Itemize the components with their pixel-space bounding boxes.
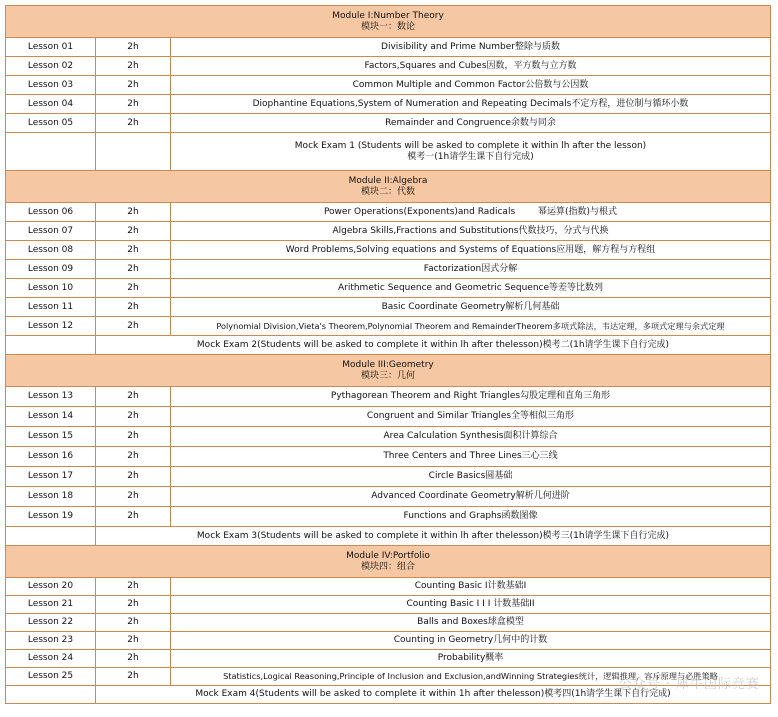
mock-exam-cell: Mock Exam 3(Students will be asked to complete it within lh after thelesson)模考三(1h请学生课下自行完成) (96, 527, 771, 546)
module-subtitle: 模块二：代数 (360, 186, 415, 197)
lesson-topic: Remainder and Congruence余数与同余 (171, 114, 771, 133)
table-row (6, 387, 771, 407)
watermark: 公众号 · 犀牛国际竞赛 (618, 677, 760, 692)
lesson-number: Lesson 21 (6, 596, 96, 614)
mock-exam-cell: Mock Exam 4(Students will be asked to complete it within 1h after thelesson)模考四(1h请学生课下自行完成) (96, 686, 771, 704)
lesson-hours: 2h (96, 203, 171, 222)
lesson-number: Lesson 22 (6, 614, 96, 632)
module-header-cell (6, 171, 771, 203)
lesson-number: Lesson 25 (6, 668, 96, 686)
lesson-hours: 2h (96, 298, 171, 317)
lesson-hours: 2h (96, 650, 171, 668)
lesson-topic: Probability概率 (171, 650, 771, 668)
empty-cell (6, 686, 96, 704)
lesson-hours: 2h (96, 317, 171, 336)
lesson-hours: 2h (96, 57, 171, 76)
lesson-hours: 2h (96, 222, 171, 241)
lesson-topic: Area Calculation Synthesis面积计算综合 (171, 427, 771, 447)
lesson-number: Lesson 11 (6, 298, 96, 317)
table-row (6, 632, 771, 650)
table-row (6, 222, 771, 241)
table-row (6, 76, 771, 95)
lesson-topic: Basic Coordinate Geometry解析几何基础 (171, 298, 771, 317)
lesson-topic: Pythagorean Theorem and Right Triangles勾股定理和直角三角形 (171, 387, 771, 407)
lesson-number: Lesson 08 (6, 241, 96, 260)
lesson-number: Lesson 16 (6, 447, 96, 467)
table-row (6, 507, 771, 527)
module-header (6, 546, 771, 578)
module-header-cell (6, 6, 771, 38)
table-row (6, 578, 771, 596)
lesson-hours: 2h (96, 632, 171, 650)
lesson-number: Lesson 01 (6, 38, 96, 57)
lesson-number: Lesson 03 (6, 76, 96, 95)
lesson-number: Lesson 12 (6, 317, 96, 336)
lesson-topic: Factors,Squares and Cubes因数，平方数与立方数 (171, 57, 771, 76)
lesson-topic: Advanced Coordinate Geometry解析几何进阶 (171, 487, 771, 507)
module-title: Module II:Algebra (348, 175, 428, 186)
mock-exam-text: Mock Exam 1 (Students will be asked to complete it within lh after the lesson) (294, 140, 647, 151)
lesson-number: Lesson 13 (6, 387, 96, 407)
lesson-hours: 2h (96, 279, 171, 298)
empty-cell (6, 133, 96, 171)
lesson-topic: Congruent and Similar Triangles全等相似三角形 (171, 407, 771, 427)
module-header (6, 6, 771, 38)
lesson-topic: Divisibility and Prime Number整除与质数 (171, 38, 771, 57)
lesson-topic: Counting in Geometry几何中的计数 (171, 632, 771, 650)
mock-exam-row (6, 133, 771, 171)
mock-exam-cell (171, 133, 771, 171)
table-row (6, 203, 771, 222)
module-title: Module III:Geometry (342, 359, 434, 370)
table-row (6, 447, 771, 467)
table-row (6, 298, 771, 317)
empty-cell (6, 336, 96, 355)
table-row (6, 467, 771, 487)
lesson-number: Lesson 15 (6, 427, 96, 447)
table-row (6, 407, 771, 427)
table-row (6, 260, 771, 279)
table-row (6, 487, 771, 507)
module-title: Module IV:Portfolio (346, 550, 430, 561)
lesson-topic: Statistics,Logical Reasoning,Principle of Inclusion and Exclusion,andWinning Strategies统计，逻辑推理，容斥原理与必胜策略 (171, 668, 771, 686)
lesson-topic: Factorization因式分解 (171, 260, 771, 279)
module-subtitle: 模块三：几何 (360, 370, 415, 381)
lesson-hours: 2h (96, 614, 171, 632)
lesson-number: Lesson 17 (6, 467, 96, 487)
mock-exam-cell: Mock Exam 2(Students will be asked to complete it within lh after thelesson)模考二(1h请学生课下自行完成) (96, 336, 771, 355)
curriculum-table-wrapper (5, 5, 771, 704)
module-header-cell (6, 355, 771, 387)
empty-cell (96, 133, 171, 171)
lesson-topic: Three Centers and Three Lines三心三线 (171, 447, 771, 467)
lesson-topic: Polynomial Division,Vieta's Theorem,Polynomial Theorem and RemainderTheorem多项式除法，韦达定理，多项式定理与余式定理 (171, 317, 771, 336)
lesson-topic: Functions and Graphs函数图像 (171, 507, 771, 527)
module-title: Module I:Number Theory (332, 10, 444, 21)
module-subtitle: 模块一：数论 (360, 21, 415, 32)
lesson-topic: Diophantine Equations,System of Numeration and Repeating Decimals不定方程，进位制与循环小数 (171, 95, 771, 114)
table-row (6, 427, 771, 447)
lesson-number: Lesson 07 (6, 222, 96, 241)
lesson-hours: 2h (96, 507, 171, 527)
table-row (6, 614, 771, 632)
table-row (6, 650, 771, 668)
lesson-hours: 2h (96, 387, 171, 407)
lesson-hours: 2h (96, 467, 171, 487)
module-header (6, 171, 771, 203)
lesson-number: Lesson 06 (6, 203, 96, 222)
lesson-hours: 2h (96, 38, 171, 57)
table-row (6, 57, 771, 76)
lesson-hours: 2h (96, 487, 171, 507)
lesson-topic: Arithmetic Sequence and Geometric Sequence等差等比数列 (171, 279, 771, 298)
lesson-hours: 2h (96, 427, 171, 447)
lesson-hours: 2h (96, 95, 171, 114)
table-row (6, 114, 771, 133)
lesson-number: Lesson 04 (6, 95, 96, 114)
lesson-number: Lesson 02 (6, 57, 96, 76)
empty-cell (6, 527, 96, 546)
lesson-number: Lesson 14 (6, 407, 96, 427)
mock-exam-row (6, 527, 771, 546)
lesson-hours: 2h (96, 76, 171, 95)
lesson-topic: Algebra Skills,Fractions and Substitutions代数技巧，分式与代换 (171, 222, 771, 241)
table-row (6, 317, 771, 336)
lesson-hours: 2h (96, 596, 171, 614)
module-subtitle: 模块四：组合 (360, 561, 415, 572)
lesson-number: Lesson 24 (6, 650, 96, 668)
lesson-hours: 2h (96, 668, 171, 686)
lesson-number: Lesson 23 (6, 632, 96, 650)
lesson-number: Lesson 18 (6, 487, 96, 507)
lesson-hours: 2h (96, 578, 171, 596)
lesson-hours: 2h (96, 114, 171, 133)
lesson-topic: Balls and Boxes球盒模型 (171, 614, 771, 632)
lesson-hours: 2h (96, 407, 171, 427)
module-header (6, 355, 771, 387)
lesson-topic: Circle Basics圆基础 (171, 467, 771, 487)
lesson-topic: Common Multiple and Common Factor公倍数与公因数 (171, 76, 771, 95)
mock-exam-row (6, 336, 771, 355)
curriculum-table (5, 5, 771, 704)
table-row (6, 95, 771, 114)
mock-exam-text-cn: 模考一(1h请学生课下自行完成) (407, 151, 534, 162)
table-row (6, 596, 771, 614)
lesson-number: Lesson 19 (6, 507, 96, 527)
table-row (6, 279, 771, 298)
lesson-topic: Counting Basic I I I 计数基础II (171, 596, 771, 614)
lesson-number: Lesson 09 (6, 260, 96, 279)
table-row (6, 38, 771, 57)
lesson-topic: Power Operations(Exponents)and Radicals 幂运算(指数)与根式 (171, 203, 771, 222)
module-header-cell (6, 546, 771, 578)
lesson-hours: 2h (96, 241, 171, 260)
lesson-topic: Word Problems,Solving equations and Systems of Equations应用题，解方程与方程组 (171, 241, 771, 260)
lesson-number: Lesson 10 (6, 279, 96, 298)
lesson-number: Lesson 05 (6, 114, 96, 133)
table-row (6, 241, 771, 260)
lesson-hours: 2h (96, 260, 171, 279)
lesson-topic: Counting Basic I计数基础I (171, 578, 771, 596)
lesson-number: Lesson 20 (6, 578, 96, 596)
lesson-hours: 2h (96, 447, 171, 467)
